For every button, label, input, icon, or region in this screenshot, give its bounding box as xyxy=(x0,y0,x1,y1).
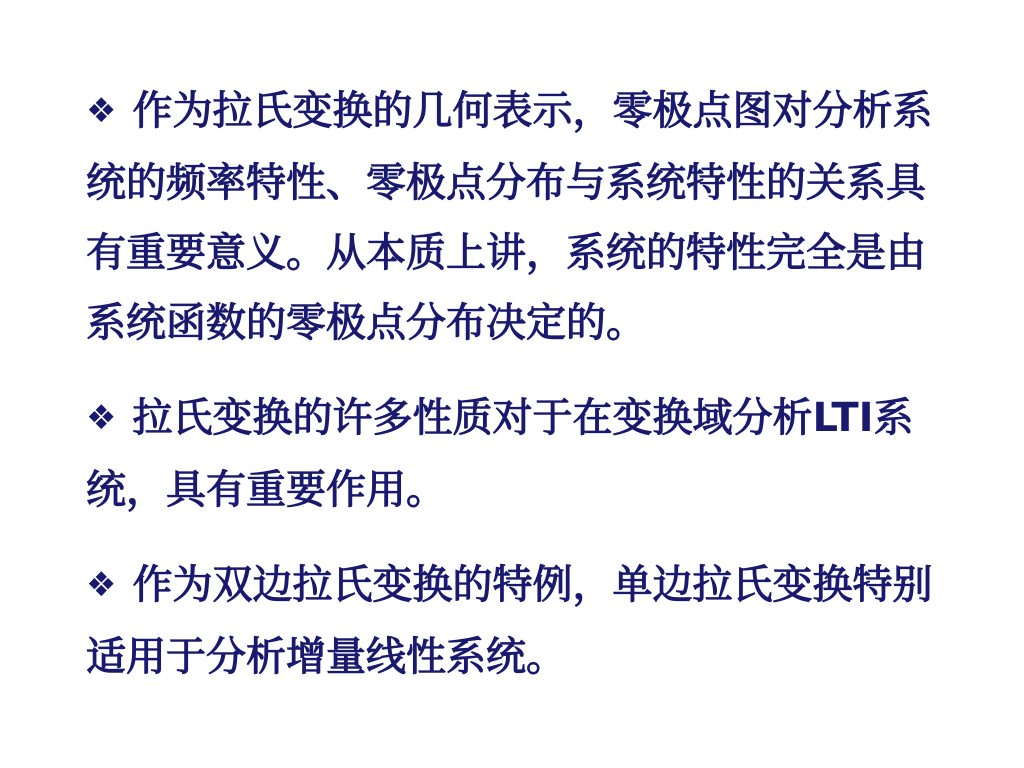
paragraph-1-line-2: 统的频率特性、零极点分布与系统特性的关系具 xyxy=(86,160,926,206)
paragraph-2-line-2: 统，具有重要作用。 xyxy=(86,467,446,513)
text-line xyxy=(86,383,944,455)
paragraph-2-line-1: 拉氏变换的许多性质对于在变换域分析LTI系 xyxy=(132,395,914,441)
paragraph-1-line-4: 系统函数的零极点分布决定的。 xyxy=(86,300,646,346)
bullet-paragraph-2 xyxy=(86,383,944,525)
paragraph-3-line-2: 适用于分析增量线性系统。 xyxy=(86,634,566,680)
diamond-bullet-icon: ❖ xyxy=(86,565,117,605)
bullet-paragraph-3 xyxy=(86,550,944,692)
paragraph-3-line-1: 作为双边拉氏变换的特例，单边拉氏变换特别 xyxy=(132,562,933,608)
text-line xyxy=(86,550,944,622)
diamond-bullet-icon: ❖ xyxy=(86,398,117,438)
bullet-paragraph-1 xyxy=(86,76,944,358)
paragraph-1-line-3: 有重要意义。从本质上讲，系统的特性完全是由 xyxy=(86,230,926,276)
text-line xyxy=(86,76,944,148)
paragraph-1-line-1: 作为拉氏变换的几何表示，零极点图对分析系 xyxy=(132,88,933,134)
diamond-bullet-icon: ❖ xyxy=(86,91,117,131)
